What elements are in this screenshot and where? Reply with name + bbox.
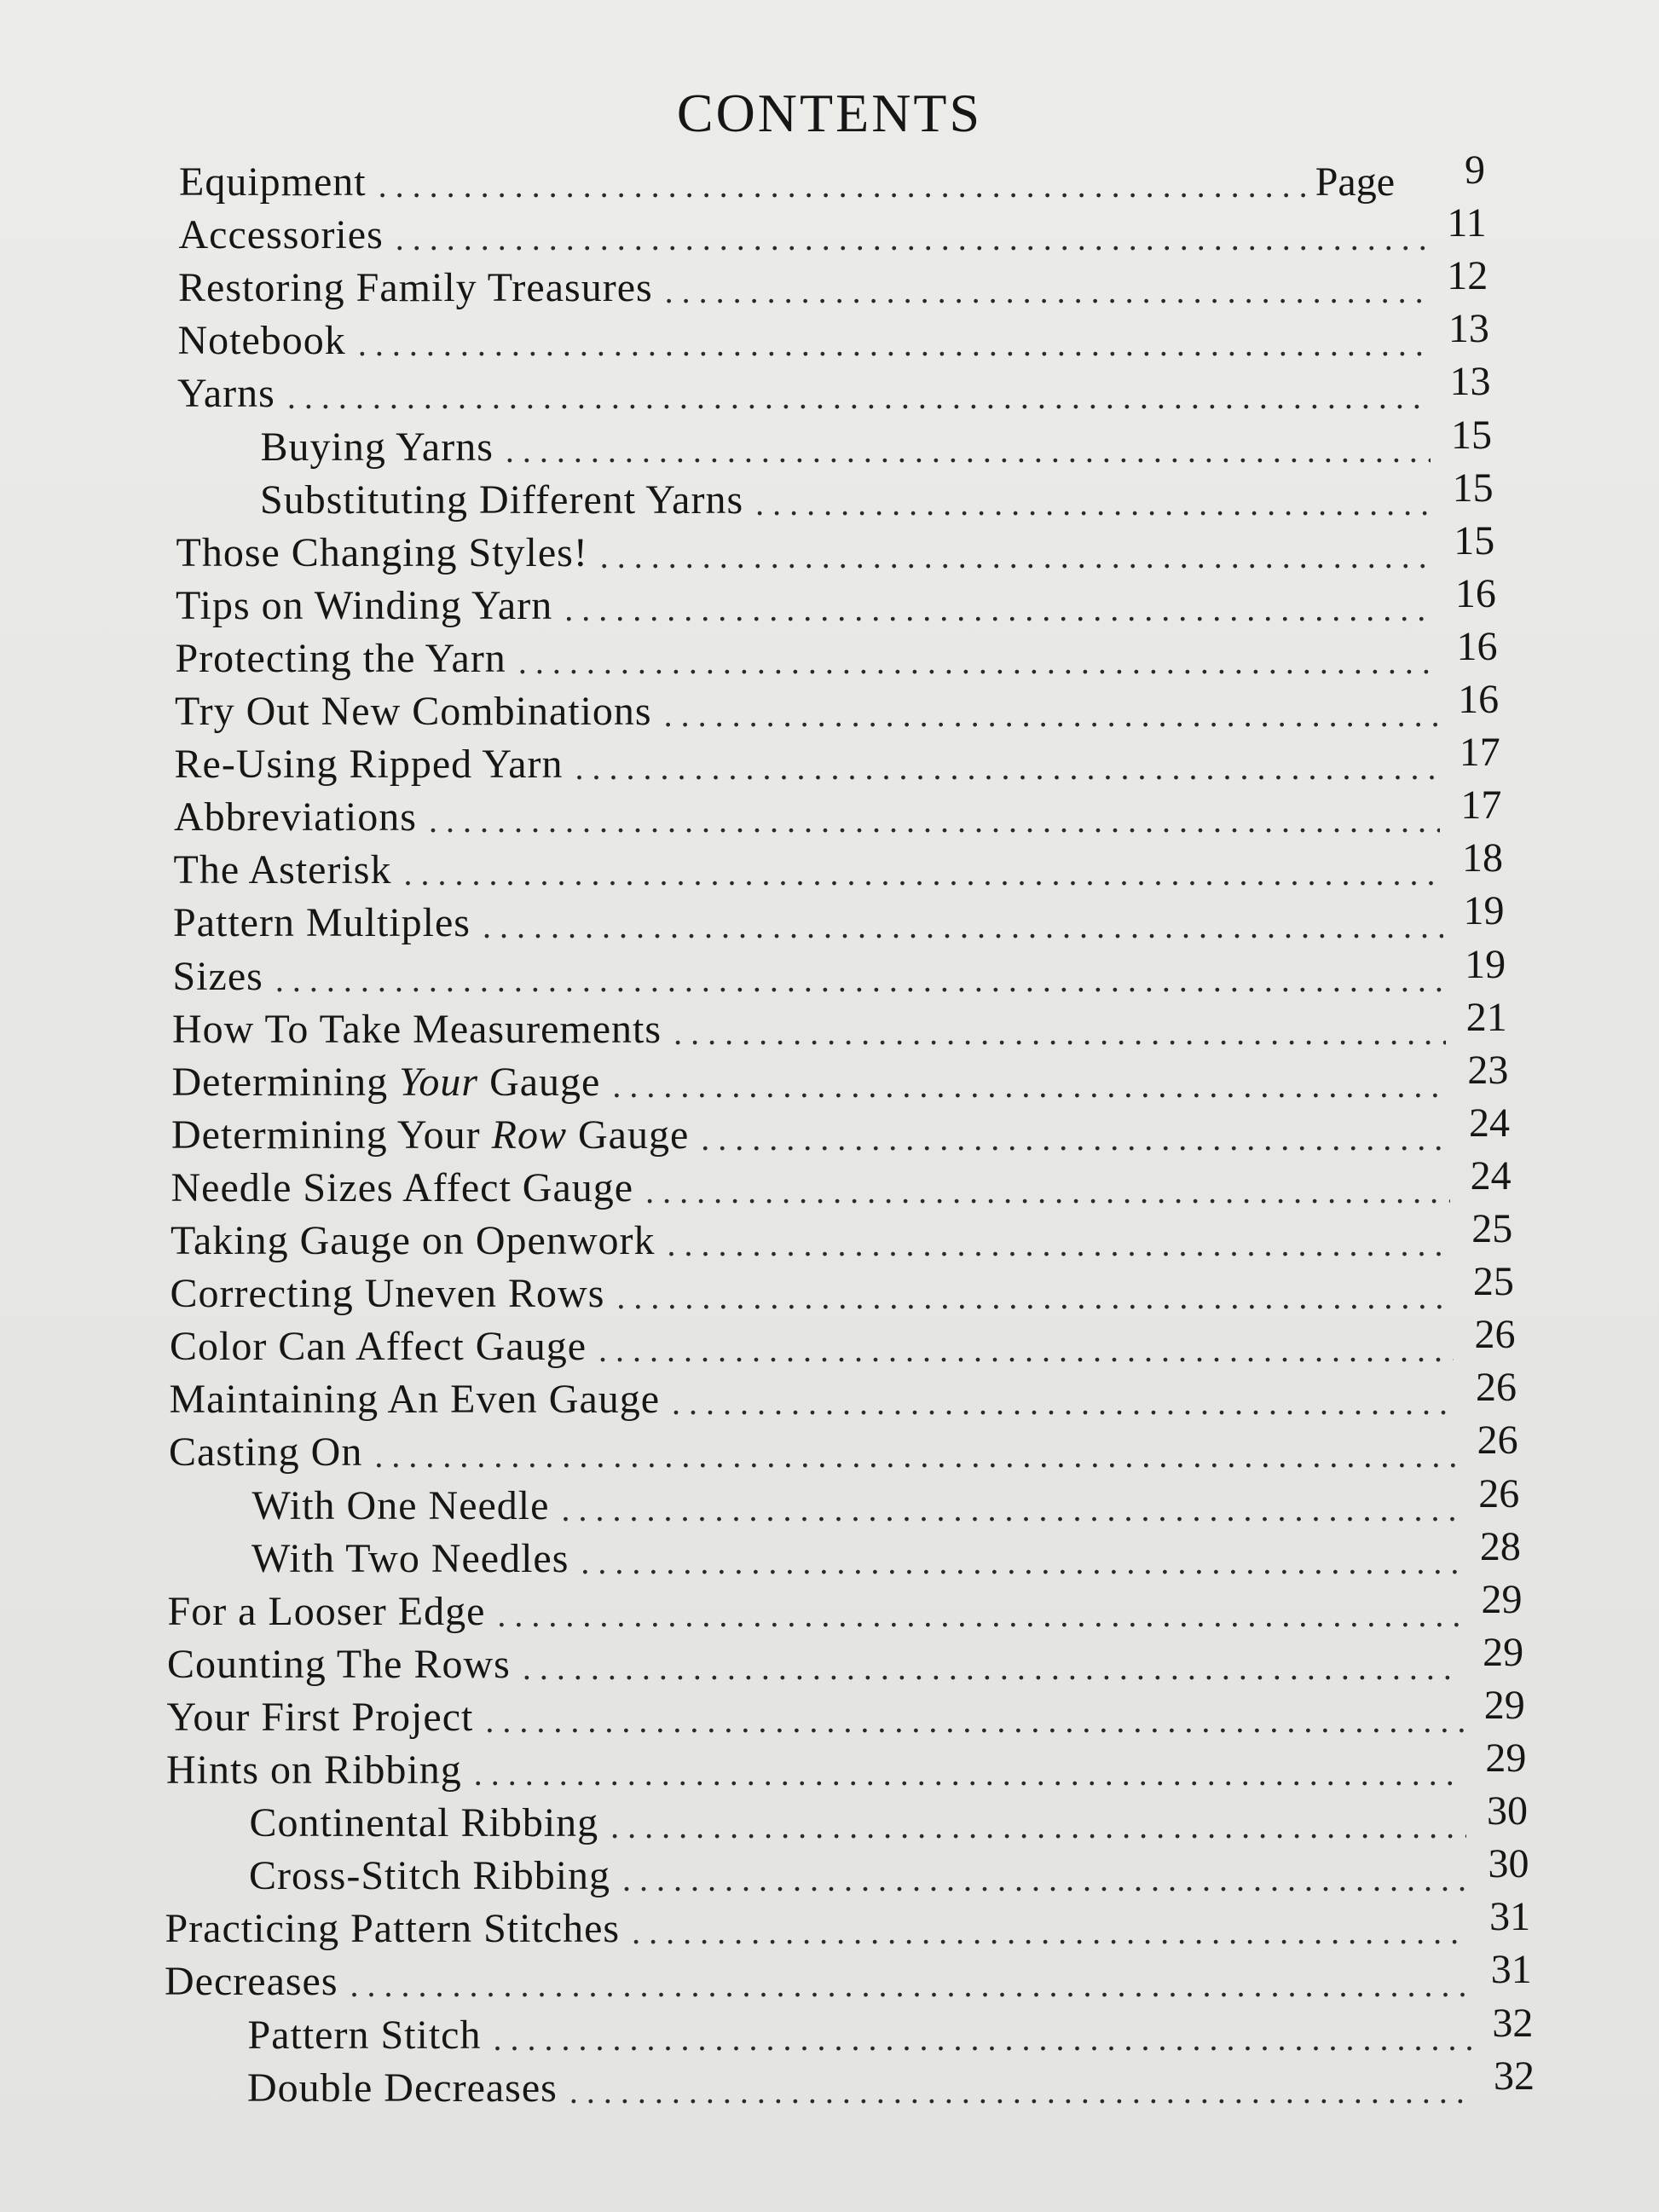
toc-entry-title: Equipment bbox=[179, 159, 367, 205]
toc-page-number: 19 bbox=[1463, 888, 1505, 934]
page-column-label: Page bbox=[1315, 159, 1395, 205]
toc-entry-title: For a Looser Edge bbox=[167, 1588, 486, 1634]
toc-page-number: 21 bbox=[1465, 994, 1507, 1040]
toc-entry-title: Restoring Family Treasures bbox=[178, 265, 653, 311]
toc-entry bbox=[169, 1365, 1517, 1423]
toc-entry bbox=[171, 1206, 1513, 1263]
toc-page-number: 26 bbox=[1477, 1418, 1518, 1464]
dot-leader bbox=[561, 1493, 1458, 1527]
toc-entry-title: The Asterisk bbox=[173, 847, 392, 893]
dot-leader bbox=[493, 2022, 1471, 2056]
dot-leader bbox=[616, 1280, 1452, 1314]
toc-page-number: 29 bbox=[1483, 1629, 1524, 1675]
toc-page-number: 12 bbox=[1447, 253, 1488, 299]
dot-leader bbox=[610, 1810, 1466, 1844]
toc-entry bbox=[178, 253, 1488, 311]
toc-page-number: 19 bbox=[1465, 941, 1506, 987]
dot-leader bbox=[668, 1227, 1452, 1262]
toc-entry bbox=[249, 1788, 1528, 1846]
dot-leader bbox=[485, 1704, 1463, 1738]
dot-leader bbox=[575, 751, 1439, 785]
toc-entry bbox=[251, 1470, 1520, 1528]
toc-page-number: 23 bbox=[1467, 1047, 1509, 1093]
toc-entry bbox=[249, 1841, 1529, 1899]
dot-leader bbox=[379, 169, 1307, 203]
toc-entry-title: Buying Yarns bbox=[260, 424, 494, 470]
toc-entry bbox=[172, 994, 1507, 1052]
toc-page-number: 32 bbox=[1492, 2000, 1534, 2046]
dot-leader bbox=[581, 1545, 1459, 1580]
toc-page-number: 25 bbox=[1472, 1259, 1514, 1305]
toc-entry-title: Decreases bbox=[165, 1959, 338, 2005]
toc-entry-title bbox=[171, 1059, 601, 1105]
toc-entry bbox=[174, 730, 1500, 788]
dot-leader bbox=[358, 327, 1428, 361]
toc-page-number: 24 bbox=[1469, 1100, 1510, 1146]
toc-page-number: 16 bbox=[1456, 623, 1498, 669]
dot-leader bbox=[701, 1122, 1448, 1156]
toc-entry-title: Practicing Pattern Stitches bbox=[165, 1906, 621, 1952]
toc-page-number: 17 bbox=[1459, 730, 1500, 776]
dot-leader bbox=[403, 857, 1441, 891]
toc-page-number: 32 bbox=[1494, 2053, 1535, 2099]
toc-page-number: 17 bbox=[1460, 783, 1502, 829]
toc-entry-title: Notebook bbox=[177, 318, 346, 364]
toc-entry-title: Sizes bbox=[172, 953, 263, 999]
toc-entry-title: Color Can Affect Gauge bbox=[170, 1324, 587, 1370]
toc-entry-title-part: Determining bbox=[171, 1059, 389, 1105]
toc-entry-title: Those Changing Styles! bbox=[176, 529, 588, 575]
toc-page-number: 11 bbox=[1447, 200, 1487, 246]
dot-leader bbox=[598, 1333, 1454, 1367]
toc-entry bbox=[177, 359, 1491, 417]
dot-leader bbox=[665, 274, 1427, 309]
toc-page-number: 26 bbox=[1478, 1470, 1520, 1516]
toc-entry bbox=[260, 412, 1493, 470]
dot-leader bbox=[287, 380, 1430, 414]
dot-leader bbox=[664, 698, 1438, 732]
dot-leader bbox=[396, 222, 1425, 256]
toc-entry bbox=[172, 941, 1506, 999]
toc-entry bbox=[175, 623, 1498, 681]
dot-leader bbox=[569, 2075, 1473, 2109]
toc-entry-title: Tips on Winding Yarn bbox=[176, 582, 553, 628]
toc-page-number: 30 bbox=[1486, 1788, 1528, 1834]
toc-page-number: 28 bbox=[1479, 1523, 1521, 1569]
toc-entry-title: With One Needle bbox=[251, 1482, 550, 1528]
toc-entry bbox=[166, 1736, 1527, 1793]
toc-entry-title: Maintaining An Even Gauge bbox=[169, 1377, 661, 1423]
toc-entry-title: Your First Project bbox=[166, 1694, 474, 1740]
toc-entry-title: With Two Needles bbox=[251, 1535, 569, 1581]
toc-entry-title: Substituting Different Yarns bbox=[260, 476, 744, 523]
toc-entry bbox=[247, 2000, 1534, 2058]
toc-entry bbox=[174, 783, 1502, 840]
dot-leader bbox=[374, 1439, 1456, 1473]
toc-page-number: 15 bbox=[1454, 517, 1495, 563]
toc-entry bbox=[247, 2053, 1535, 2111]
toc-entry bbox=[173, 835, 1503, 893]
toc-entry bbox=[167, 1629, 1524, 1687]
dot-leader bbox=[275, 963, 1444, 997]
toc-entry bbox=[169, 1418, 1518, 1476]
toc-page-number: 31 bbox=[1490, 1947, 1532, 1993]
toc-entry bbox=[175, 677, 1500, 734]
dot-leader bbox=[622, 1863, 1468, 1897]
toc-entry bbox=[165, 1947, 1532, 2005]
toc-entry-title bbox=[171, 1112, 690, 1158]
toc-entry-title: Yarns bbox=[177, 371, 275, 417]
toc-entry-title: Counting The Rows bbox=[167, 1641, 511, 1687]
dot-leader bbox=[755, 487, 1432, 521]
dot-leader bbox=[672, 1386, 1455, 1420]
toc-page-number: 16 bbox=[1458, 677, 1500, 722]
dot-leader bbox=[474, 1757, 1465, 1791]
toc-entry bbox=[171, 1100, 1510, 1158]
toc-entry-title: How To Take Measurements bbox=[172, 1006, 662, 1052]
toc-entry-title: Re-Using Ripped Yarn bbox=[174, 742, 564, 788]
dot-leader bbox=[632, 1915, 1469, 1949]
toc-page-number: 29 bbox=[1483, 1682, 1525, 1728]
toc-entry-title-part: Determining Your bbox=[171, 1112, 481, 1158]
toc-entry bbox=[178, 200, 1487, 258]
toc-entry bbox=[251, 1523, 1521, 1581]
dot-leader bbox=[612, 1069, 1447, 1103]
toc-page-number: 29 bbox=[1481, 1576, 1523, 1622]
toc-page-number: 25 bbox=[1471, 1206, 1513, 1251]
toc-entry bbox=[167, 1576, 1523, 1634]
toc-page-number: 15 bbox=[1452, 465, 1494, 511]
dot-leader bbox=[673, 1016, 1446, 1050]
toc-page-number: 29 bbox=[1485, 1736, 1527, 1781]
page-title: CONTENTS bbox=[676, 83, 983, 143]
toc-entry-title: Taking Gauge on Openwork bbox=[171, 1218, 656, 1263]
toc-page-number: 31 bbox=[1489, 1894, 1531, 1940]
toc-page-number: 18 bbox=[1461, 835, 1503, 881]
dot-leader bbox=[518, 645, 1436, 679]
toc-page-number: 30 bbox=[1488, 1841, 1529, 1887]
toc-entry-title-part: Gauge bbox=[489, 1059, 601, 1105]
dot-leader bbox=[645, 1175, 1450, 1209]
toc-page-number: 13 bbox=[1449, 359, 1491, 405]
toc-entry-title: Try Out New Combinations bbox=[175, 689, 652, 734]
dot-leader bbox=[497, 1598, 1460, 1632]
dot-leader bbox=[523, 1651, 1462, 1685]
toc-entry bbox=[177, 306, 1489, 364]
toc-entry-title-emphasis: Your bbox=[399, 1059, 479, 1105]
toc-page-number: 16 bbox=[1454, 570, 1496, 616]
dot-leader bbox=[506, 434, 1431, 468]
toc-page-number: 13 bbox=[1448, 306, 1489, 352]
toc-entry-title: Cross-Stitch Ribbing bbox=[249, 1853, 611, 1899]
toc-page-number: 26 bbox=[1474, 1312, 1516, 1358]
toc-entry-title-part: Gauge bbox=[578, 1112, 690, 1158]
toc-entry bbox=[166, 1682, 1525, 1740]
toc-entry-title: Pattern Stitch bbox=[247, 2012, 482, 2058]
toc-entry-title: Double Decreases bbox=[247, 2065, 558, 2111]
toc-entry-title: Continental Ribbing bbox=[249, 1800, 599, 1846]
toc-entry-title: Casting On bbox=[169, 1429, 363, 1476]
toc-entry-title: Pattern Multiples bbox=[173, 900, 471, 946]
toc-entry bbox=[170, 1312, 1516, 1370]
toc-entry bbox=[179, 147, 1485, 205]
toc-page-number: 26 bbox=[1476, 1365, 1517, 1411]
toc-entry-title: Needle Sizes Affect Gauge bbox=[171, 1164, 634, 1210]
toc-entry bbox=[176, 570, 1496, 628]
toc-entry bbox=[171, 1152, 1512, 1210]
dot-leader bbox=[564, 592, 1435, 627]
toc-entry-title: Protecting the Yarn bbox=[175, 635, 506, 681]
dot-leader bbox=[429, 804, 1440, 838]
toc-page-number: 15 bbox=[1451, 412, 1493, 458]
toc-entry-title: Correcting Uneven Rows bbox=[170, 1271, 605, 1317]
toc-entry bbox=[165, 1894, 1531, 1952]
toc-entry-title: Abbreviations bbox=[174, 794, 417, 840]
toc-entry-title: Accessories bbox=[178, 212, 384, 258]
toc-page-number: 9 bbox=[1465, 147, 1485, 193]
toc-entry bbox=[171, 1047, 1509, 1105]
toc-entry-title-emphasis: Row bbox=[491, 1112, 568, 1158]
dot-leader bbox=[350, 1968, 1471, 2002]
dot-leader bbox=[600, 540, 1433, 574]
toc-page-number: 24 bbox=[1470, 1152, 1512, 1198]
toc-entry bbox=[170, 1259, 1514, 1317]
toc-entry bbox=[176, 517, 1495, 575]
dot-leader bbox=[483, 910, 1443, 944]
toc-entry-title: Hints on Ribbing bbox=[166, 1747, 462, 1793]
toc-entry bbox=[173, 888, 1505, 946]
toc-entry bbox=[260, 465, 1494, 523]
